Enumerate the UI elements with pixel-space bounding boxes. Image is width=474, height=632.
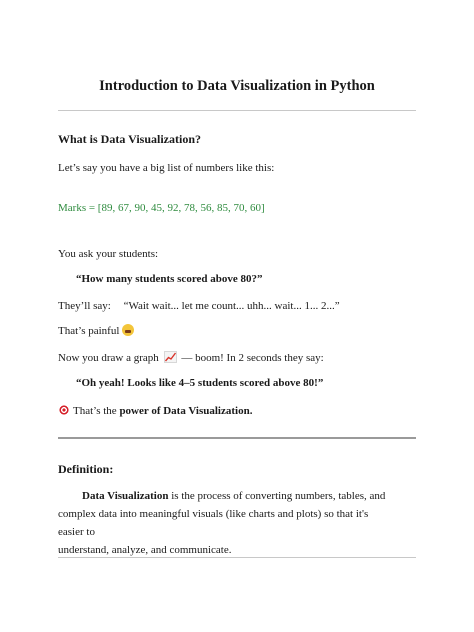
- painful-text: That’s painful: [58, 325, 120, 337]
- section-heading-what-is: What is Data Visualization?: [58, 132, 202, 146]
- definition-line-1: [58, 487, 388, 505]
- section-heading-definition: Definition:: [58, 462, 114, 476]
- marks-code-line: Marks = [89, 67, 90, 45, 92, 78, 56, 85, 70, 60]: [58, 202, 265, 214]
- page-title: Introduction to Data Visualization in Python: [99, 78, 375, 94]
- chart-increasing-icon: [164, 351, 177, 363]
- power-bold: power of Data Visualization.: [119, 405, 253, 417]
- graph-text-after: — boom! In 2 seconds they say:: [181, 352, 324, 364]
- definition-rest-line-1: is the process of converting numbers, tables, and: [168, 490, 386, 502]
- question-quote: “How many students scored above 80?”: [76, 273, 263, 285]
- intro-text: Let’s say you have a big list of numbers like this:: [58, 162, 275, 174]
- divider-bottom: [58, 557, 416, 558]
- power-prefix: That’s the: [73, 405, 117, 417]
- answer-quote: “Oh yeah! Looks like 4–5 students scored above 80!”: [76, 377, 324, 389]
- painful-line: [58, 323, 134, 339]
- divider-middle: [58, 437, 416, 439]
- definition-paragraph: [58, 487, 388, 559]
- definition-line-3: understand, analyze, and communicate.: [58, 544, 232, 556]
- definition-term: Data Visualization: [82, 490, 169, 502]
- graph-line: [58, 350, 324, 366]
- divider-top: [58, 110, 416, 111]
- direct-hit-target-icon: [58, 404, 70, 416]
- power-line: [58, 403, 252, 419]
- theyll-say-label: They’ll say:: [58, 300, 111, 312]
- theyll-say-line: [58, 298, 340, 314]
- definition-line-2: complex data into meaningful visuals (like charts and plots) so that it's easier to: [58, 508, 369, 538]
- weary-face-icon: [122, 324, 134, 336]
- graph-text-before: Now you draw a graph: [58, 352, 159, 364]
- ask-text: You ask your students:: [58, 248, 159, 260]
- theyll-say-text: “Wait wait... let me count... uhh... wait... 1... 2...”: [123, 300, 340, 312]
